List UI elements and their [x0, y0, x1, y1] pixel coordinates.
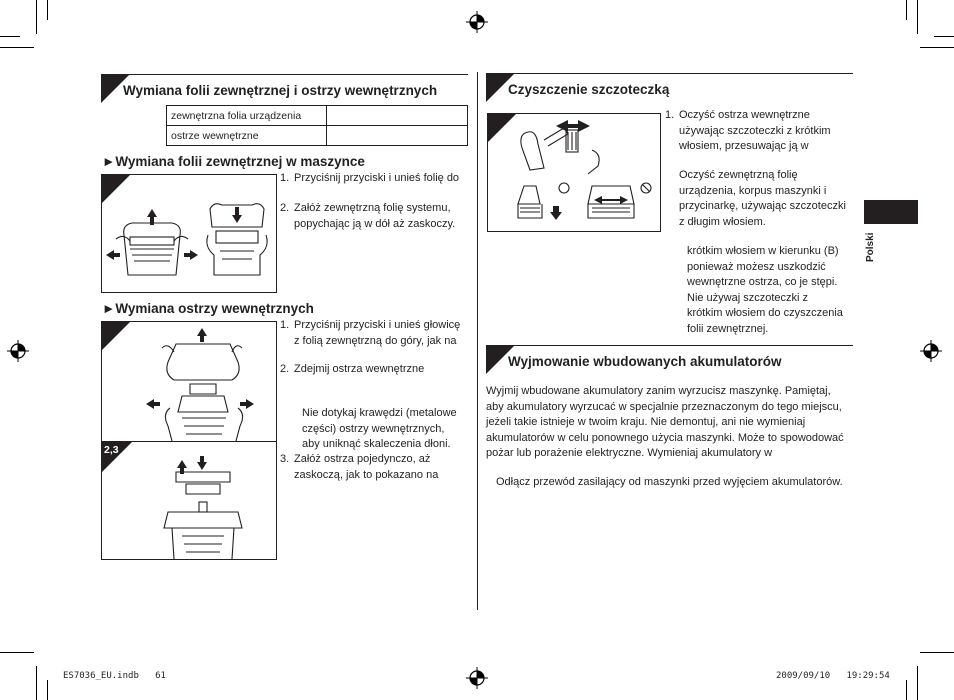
- step-number: 1.: [280, 172, 290, 184]
- figure-label: 2,3: [104, 444, 119, 456]
- brush-step-1b: [679, 168, 859, 230]
- step-text: popychając ją w dół aż zaskoczy.: [294, 217, 456, 230]
- crop-mark: [0, 47, 34, 48]
- brush-caution: [687, 244, 862, 337]
- registration-mark: [466, 11, 488, 33]
- step-text: Załóż zewnętrzną folię systemu,: [294, 202, 451, 214]
- step-number: 1.: [280, 319, 290, 331]
- paragraph-line: aby akumulatory wyrzucać w specjalnie przeznaczonym do tego miejscu,: [486, 400, 842, 413]
- step-text: z folią zewnętrzną do góry, jak na: [294, 334, 457, 347]
- step-text: z długim włosiem.: [679, 215, 766, 228]
- step-text: Przyciśnij przyciski i unieś folię do: [294, 172, 460, 184]
- step-number: 2.: [280, 363, 290, 375]
- paragraph-line: akumulatorów w celu ponownego użycia maszynki. Może to spowodować: [486, 431, 844, 444]
- step-number: 3.: [280, 453, 290, 465]
- crop-mark: [906, 680, 907, 700]
- step-text: Zdejmij ostrza wewnętrzne: [294, 363, 425, 375]
- table-cell-value: [327, 106, 468, 126]
- blade-step-3: [280, 452, 470, 484]
- section-header-brush-cleaning: [486, 73, 853, 102]
- subsection-heading-blades: ►Wymiana ostrzy wewnętrznych: [102, 301, 314, 316]
- step-text: Załóż ostrza pojedynczo, aż: [294, 453, 431, 465]
- caution-line: Nie używaj szczoteczki z: [687, 291, 809, 304]
- warning-line: Nie dotykaj krawędzi (metalowe: [302, 407, 457, 419]
- section-header-battery-removal: [486, 345, 853, 374]
- language-label: Polski: [865, 232, 876, 262]
- paragraph-line: Wyjmij wbudowane akumulatory zanim wyrzucisz maszynkę. Pamiętaj,: [486, 385, 831, 397]
- crop-mark: [920, 652, 954, 653]
- language-tab: [864, 200, 918, 224]
- blade-warning: [302, 406, 472, 453]
- shaver-foil-illustration: [102, 175, 276, 292]
- crop-mark: [934, 36, 954, 37]
- brush-cleaning-illustration: [488, 114, 660, 231]
- footer-file: ES7036_EU.indb 61: [63, 671, 166, 681]
- step-number: 2.: [280, 202, 290, 214]
- shaver-blade-illustration: [102, 322, 276, 559]
- section-title: Wyjmowanie wbudowanych akumulatorów: [508, 354, 782, 369]
- column-divider: [477, 72, 478, 610]
- foil-step-2: [280, 201, 470, 233]
- table-cell-label: ostrze wewnętrzne: [167, 126, 327, 146]
- table-row: [167, 106, 468, 126]
- crop-mark: [47, 680, 48, 700]
- figure-brush-cleaning: [487, 113, 661, 232]
- crop-mark: [917, 666, 918, 700]
- blade-step-1: [280, 318, 470, 350]
- section-title: Wymiana folii zewnętrznej i ostrzy wewnętrznych: [123, 83, 438, 98]
- step-text: przycinarkę, używając szczoteczki: [679, 200, 846, 212]
- caution-line: krótkim włosiem do czyszczenia: [687, 307, 843, 319]
- step-text: używając szczoteczki z krótkim: [679, 124, 831, 137]
- paragraph-line: pożar lub porażenie elektryczne. Wymieniaj akumulatory w: [486, 447, 773, 459]
- step-number: 1.: [665, 109, 675, 121]
- crop-mark: [47, 0, 48, 20]
- step-text: Oczyść zewnętrzną folię: [679, 169, 798, 181]
- step-text: zaskoczą, jak to pokazano na: [294, 468, 439, 481]
- warning-line: aby uniknąć skaleczenia dłoni.: [302, 438, 451, 450]
- registration-mark: [920, 340, 942, 362]
- registration-mark: [466, 667, 488, 689]
- step-text: Oczyść ostrza wewnętrzne: [679, 109, 810, 121]
- crop-mark: [920, 47, 954, 48]
- table-cell-label: zewnętrzna folia urządzenia: [167, 106, 327, 126]
- caution-line: wewnętrzne ostrza, co je stępi.: [687, 276, 838, 288]
- crop-mark: [36, 0, 37, 34]
- warning-line: części) ostrzy wewnętrznych,: [302, 422, 445, 435]
- subsection-heading-foil: ►Wymiana folii zewnętrznej w maszynce: [102, 154, 365, 169]
- brush-step-1: [665, 108, 855, 156]
- crop-mark: [906, 0, 907, 20]
- parts-table: [166, 105, 468, 146]
- paragraph-line: jeżeli takie istnieje w twoim kraju. Nie demontuj, ani nie wymieniaj: [486, 416, 806, 428]
- section-title: Czyszczenie szczoteczką: [508, 82, 670, 97]
- step-text: Przyciśnij przyciski i unieś głowicę: [294, 319, 461, 331]
- step-text: urządzenia, korpus maszynki i: [679, 184, 827, 197]
- table-row: [167, 126, 468, 146]
- crop-mark: [917, 0, 918, 34]
- crop-mark: [36, 666, 37, 700]
- caution-line: ponieważ możesz uszkodzić: [687, 260, 826, 273]
- caution-line: folii zewnętrznej.: [687, 322, 769, 335]
- battery-paragraph: [486, 384, 854, 462]
- registration-mark: [7, 340, 29, 362]
- figure-blade-replacement: [101, 321, 277, 560]
- crop-mark: [0, 652, 34, 653]
- figure-foil-replacement: [101, 174, 277, 293]
- section-header-foil-blades: [101, 74, 468, 103]
- table-cell-value: [327, 126, 468, 146]
- caution-line: krótkim włosiem w kierunku (B): [687, 245, 839, 257]
- footer-datetime: 2009/09/10 19:29:54: [776, 671, 890, 681]
- battery-note: Odłącz przewód zasilający od maszynki przed wyjęciem akumulatorów.: [496, 476, 843, 488]
- step-text: włosiem, przesuwając ją w: [679, 140, 809, 152]
- crop-mark: [0, 36, 20, 37]
